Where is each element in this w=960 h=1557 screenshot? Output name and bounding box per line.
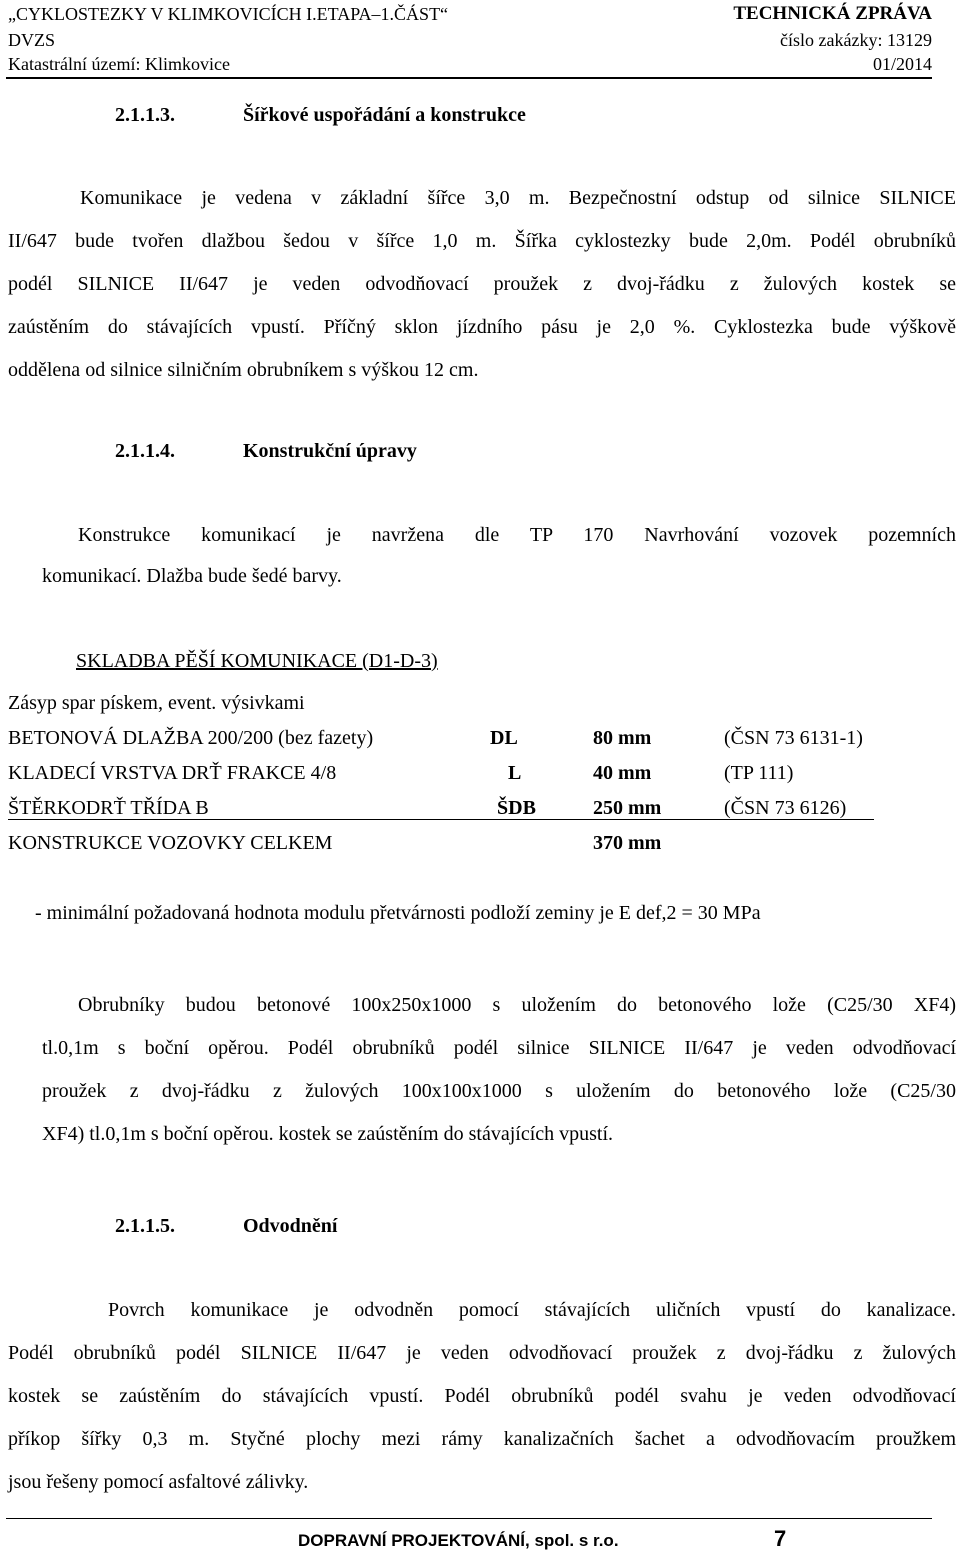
paragraph-line: oddělena od silnice silničním obrubníkem s výškou 12 cm. [8,359,479,381]
layer-thickness: 250 mm [593,797,662,819]
section-number-2-1-1-4: 2.1.1.4. [115,440,175,462]
paragraph-drainage [8,1297,956,1512]
subgrade-requirement: - minimální požadovaná hodnota modulu přetvárnosti podloží zeminy je E def,2 = 30 MPa [35,902,761,924]
layer-name: BETONOVÁ DLAŽBA 200/200 (bez fazety) [8,727,374,749]
paragraph-curbs [42,992,956,1164]
paragraph-line: podél SILNICE II/647 je veden odvodňovací proužek z dvoj-řádku z žulových kostek se [8,273,956,295]
paragraph-line: XF4) tl.0,1m s boční opěrou. kostek se zaústěním do stávajících vpustí. [42,1123,614,1145]
header-cadastral-area: Katastrální území: Klimkovice [8,54,230,74]
paragraph-line: Povrch komunikace je odvodněn pomocí stávajících uličních vpustí do kanalizace. [108,1299,956,1321]
composition-title: SKLADBA PĚŠÍ KOMUNIKACE (D1-D-3) [76,650,438,672]
layer-code: L [508,762,522,784]
layer-standard: (ČSN 73 6131-1) [724,727,863,749]
paragraph-line: jsou řešeny pomocí asfaltové zálivky. [8,1471,309,1493]
layer-standard: (TP 111) [724,762,794,784]
paragraph-line: proužek z dvoj-řádku z žulových 100x100x1000 s uložením do betonového lože (C25/30 [42,1080,956,1102]
page-number: 7 [774,1526,787,1551]
paragraph-line: zaústěním do stávajících vpustí. Příčný sklon jízdního pásu je 2,0 %. Cyklostezka bude výškově [8,316,956,338]
header-order-number: číslo zakázky: 13129 [780,30,932,50]
joint-fill-note: Zásyp spar pískem, event. výsivkami [8,692,305,714]
layer-name: KLADECÍ VRSTVA DRŤ FRAKCE 4/8 [8,762,337,784]
paragraph-line: Obrubníky budou betonové 100x250x1000 s uložením do betonového lože (C25/30 XF4) [78,994,956,1016]
paragraph-line: Podél obrubníků podél SILNICE II/647 je veden odvodňovací proužek z dvoj-řádku z žulových [8,1342,956,1364]
paragraph-construction [42,522,956,606]
layer-code: ŠDB [497,797,536,819]
header-stage: DVZS [8,30,56,50]
section-title-drainage: Odvodnění [243,1215,338,1237]
layer-standard: (ČSN 73 6126) [724,797,847,819]
header-date: 01/2014 [872,54,932,74]
header-document-type: TECHNICKÁ ZPRÁVA [733,3,932,24]
paragraph-line: II/647 bude tvořen dlažbou šedou v šířce 1,0 m. Šířka cyklostezky bude 2,0m. Podél obrubníků [8,230,956,252]
total-label: KONSTRUKCE VOZOVKY CELKEM [8,832,333,854]
header-divider [6,77,932,79]
table-sum-rule [8,819,874,820]
paragraph-line: příkop šířky 0,3 m. Styčné plochy mezi rámy kanalizačních šachet a odvodňovacím proužkem [8,1428,956,1450]
paragraph-line: komunikací. Dlažba bude šedé barvy. [42,565,342,587]
section-title-width-arrangement: Šířkové uspořádání a konstrukce [243,104,526,126]
header-project-title: „CYKLOSTEZKY V KLIMKOVICÍCH I.ETAPA–1.ČÁST“ [8,4,449,24]
layer-thickness: 40 mm [593,762,652,784]
section-number-2-1-1-3: 2.1.1.3. [115,104,175,126]
section-title-construction: Konstrukční úpravy [243,440,417,462]
layer-code: DL [490,727,518,749]
paragraph-line: Konstrukce komunikací je navržena dle TP 170 Navrhování vozovek pozemních [78,524,956,546]
total-thickness: 370 mm [593,832,662,854]
paragraph-width-arrangement [8,185,956,400]
section-number-2-1-1-5: 2.1.1.5. [115,1215,175,1237]
paragraph-line: Komunikace je vedena v základní šířce 3,0 m. Bezpečnostní odstup od silnice SILNICE [80,187,956,209]
footer-divider [6,1518,932,1519]
footer-company: DOPRAVNÍ PROJEKTOVÁNÍ, spol. s r.o. [298,1531,619,1550]
layer-thickness: 80 mm [593,727,652,749]
paragraph-line: tl.0,1m s boční opěrou. Podél obrubníků podél silnice SILNICE II/647 je veden odvodňovací [42,1037,956,1059]
paragraph-line: kostek se zaústěním do stávajících vpustí. Podél obrubníků podél svahu je veden odvodňovací [8,1385,956,1407]
layer-name: ŠTĚRKODRŤ TŘÍDA B [8,797,209,819]
